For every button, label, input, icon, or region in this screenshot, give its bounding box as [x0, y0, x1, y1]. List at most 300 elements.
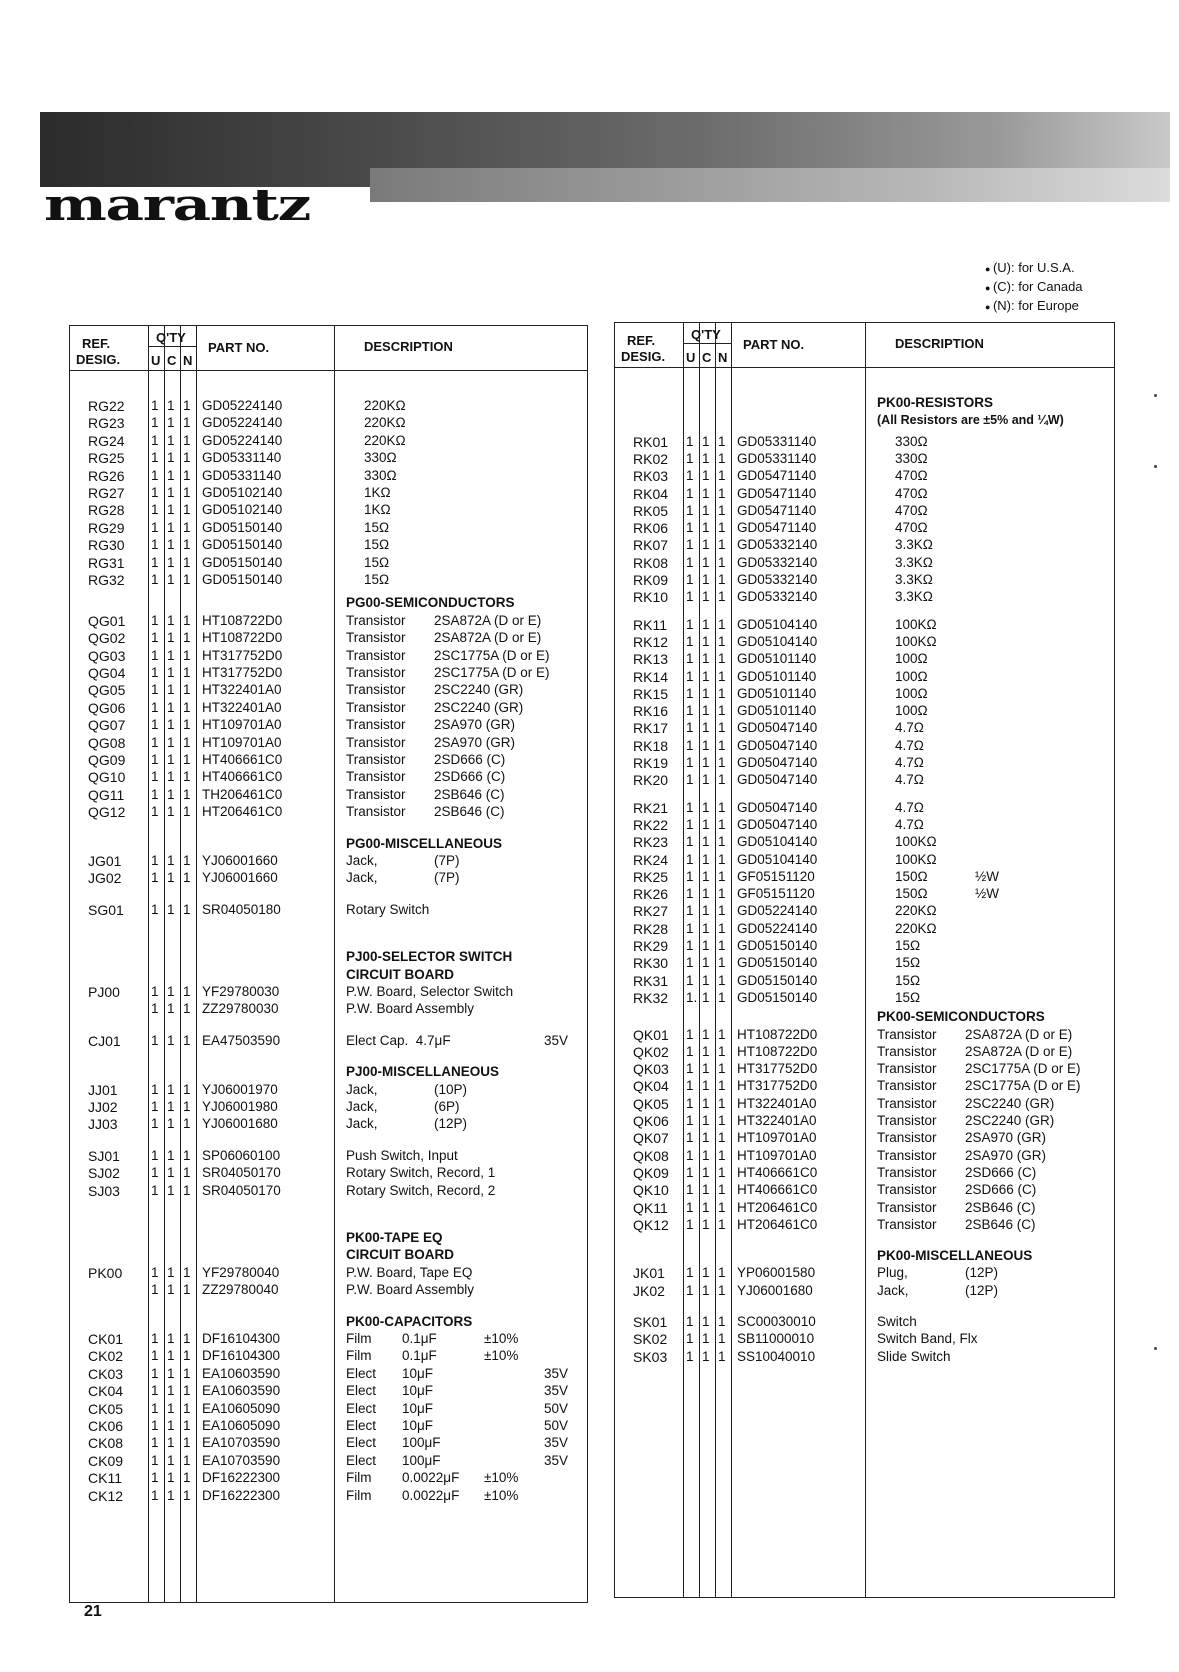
ref-designator: SK01 [633, 1314, 668, 1330]
ref-designator: RG22 [88, 398, 125, 414]
part-number: HT206461C0 [202, 804, 283, 820]
ref-designator: QK05 [633, 1095, 669, 1112]
qty-value: 1 [718, 816, 726, 832]
part-number: HT406661C0 [202, 752, 283, 767]
qty-value: 1 [718, 703, 726, 719]
ref-designator: CK03 [88, 1365, 124, 1382]
qty-value: 1 [686, 772, 694, 788]
qty-value: 1 [151, 870, 159, 886]
part-number: GD05101140 [737, 685, 817, 701]
ref-designator: QG05 [88, 682, 126, 699]
qty-value: 1 [718, 886, 726, 902]
qty-value: 1 [702, 668, 710, 684]
ref-designator: JG01 [88, 853, 122, 869]
qty-value: 1 [183, 1383, 191, 1399]
qty-value: 1 [167, 612, 175, 628]
spec: 2SC1775A (D or E) [965, 1078, 1081, 1094]
voltage: 35V [544, 1452, 569, 1468]
page-number: 21 [84, 1603, 102, 1620]
qty-value: 1 [151, 853, 159, 868]
part-number: HT322401A0 [737, 1095, 817, 1111]
part-number: GD05104140 [737, 633, 818, 649]
qty-value: 1 [167, 450, 175, 466]
ref-designator: RK05 [633, 502, 669, 519]
qty-value: 1 [183, 1331, 191, 1346]
qty-value: 1 [718, 1095, 726, 1111]
ref-designator: RK07 [633, 537, 669, 554]
qty-value: 1 [702, 616, 710, 632]
qty-value: 1 [686, 720, 694, 736]
ref-designator: SJ03 [88, 1182, 120, 1199]
description: 150Ω [895, 886, 928, 902]
ref-designator: RK32 [633, 989, 669, 1006]
description: 15Ω [895, 955, 921, 971]
part-number: SR04050170 [202, 1182, 281, 1198]
qty-value: 1 [183, 1487, 191, 1503]
qty-value: 1 [686, 938, 694, 953]
qty-value: 1 [183, 519, 191, 535]
qty-value: 1 [151, 1435, 159, 1451]
part-number: DF16104300 [202, 1331, 281, 1346]
description: Elect Cap. 4.7μF [346, 1032, 451, 1048]
part-number: EA10603590 [202, 1365, 281, 1381]
qty-value: 1 [718, 468, 726, 484]
description: 100KΩ [895, 616, 937, 632]
qty-value: 1 [151, 1331, 159, 1346]
header-divider [70, 370, 587, 371]
qty-value: 1 [167, 630, 175, 646]
qty-value: 1 [702, 972, 710, 988]
qty-value: 1 [151, 752, 159, 767]
part-number: HT206461C0 [737, 1216, 818, 1232]
description: 4.7Ω [895, 772, 924, 788]
description: 3.3KΩ [895, 554, 933, 570]
qty-value: 1 [702, 703, 710, 719]
header-ref: REF. [627, 333, 656, 348]
column-divider [731, 323, 732, 1597]
ref-designator: RK24 [633, 851, 669, 868]
part-number: HT109701A0 [737, 1147, 817, 1163]
section-heading: PG00-MISCELLANEOUS [346, 835, 503, 851]
qty-value: 1 [183, 1348, 191, 1364]
qty-value: 1 [718, 920, 726, 936]
ref-designator: CK01 [88, 1331, 124, 1347]
qty-value: 1 [151, 1365, 159, 1381]
wattage: ½W [975, 868, 1000, 884]
spec: 2SD666 (C) [965, 1182, 1037, 1198]
value: 100μF [402, 1435, 441, 1451]
spec: (7P) [434, 853, 460, 868]
margin-mark [1154, 465, 1157, 468]
qty-value: 1 [718, 485, 726, 501]
voltage: 35V [544, 1383, 569, 1399]
section-heading: PK00-CAPACITORS [346, 1313, 473, 1329]
description: Elect [346, 1452, 377, 1468]
qty-value: 1 [167, 432, 175, 448]
qty-value: 1 [151, 717, 159, 733]
qty-value: 1 [702, 468, 710, 484]
ref-designator: QG03 [88, 647, 126, 664]
section-heading: CIRCUIT BOARD [346, 966, 454, 982]
qty-divider [148, 346, 196, 347]
qty-value: 1 [702, 834, 710, 850]
ref-designator: RK28 [633, 920, 669, 937]
part-number: HT317752D0 [737, 1061, 818, 1077]
qty-value: 1 [702, 433, 710, 449]
ref-designator: RK08 [633, 554, 669, 571]
ref-designator: CK12 [88, 1487, 124, 1504]
part-number: GD05471140 [737, 485, 817, 501]
spec: (12P) [965, 1282, 999, 1298]
ref-designator: RG32 [88, 572, 125, 588]
qty-value: 1 [702, 1199, 710, 1215]
description: 15Ω [895, 989, 921, 1005]
ref-designator: CK05 [88, 1400, 124, 1417]
part-number: GD05150140 [202, 572, 283, 587]
ref-designator: RK13 [633, 651, 669, 668]
qty-value: 1 [183, 1470, 191, 1486]
header-u: U [151, 353, 161, 368]
ref-designator: PJ00 [88, 984, 120, 1000]
description: 220KΩ [895, 903, 937, 919]
header-divider [615, 367, 1114, 368]
qty-value: 1 [151, 1452, 159, 1468]
ref-designator: QK12 [633, 1216, 669, 1233]
qty-value: 1 [718, 554, 726, 570]
description: 15Ω [364, 572, 390, 587]
qty-value: 1 [167, 682, 175, 698]
qty-value: 1 [183, 1264, 191, 1280]
part-number: GD05150140 [202, 537, 283, 553]
description: 100Ω [895, 703, 928, 719]
qty-value: 1 [151, 572, 159, 587]
qty-value: 1 [167, 1452, 175, 1468]
qty-value: 1 [718, 799, 726, 815]
part-number: HT109701A0 [737, 1130, 817, 1146]
qty-value: 1 [718, 1282, 726, 1298]
qty-value: 1 [702, 772, 710, 788]
qty-value: 1 [167, 1365, 175, 1381]
qty-value: 1 [686, 799, 694, 815]
ref-designator: CK02 [88, 1348, 124, 1365]
ref-designator: QK07 [633, 1130, 669, 1147]
description: Rotary Switch, Record, 1 [346, 1165, 496, 1181]
description: 4.7Ω [895, 737, 924, 753]
qty-value: 1 [183, 769, 191, 785]
qty-value: 1 [151, 804, 159, 820]
qty-value: 1 [718, 903, 726, 919]
description: 330Ω [895, 450, 928, 466]
spec: 2SC1775A (D or E) [965, 1061, 1081, 1077]
qty-value: 1 [686, 1113, 694, 1128]
part-number: YF29780040 [202, 1264, 280, 1280]
qty-value: 1 [151, 1282, 159, 1298]
header-part-no: PART NO. [208, 340, 270, 355]
part-number: HT206461C0 [737, 1199, 818, 1215]
column-divider [865, 323, 866, 1597]
qty-value: 1 [151, 682, 159, 698]
part-number: DF16222300 [202, 1487, 281, 1503]
qty-value: 1 [702, 1314, 710, 1329]
column-divider [164, 326, 165, 1602]
qty-value: 1 [183, 1365, 191, 1381]
part-number: GD05150140 [202, 554, 283, 570]
ref-designator: RG27 [88, 485, 125, 501]
qty-value: 1 [718, 1199, 726, 1215]
description: 100KΩ [895, 834, 937, 850]
spec: 2SB646 (C) [965, 1216, 1036, 1232]
ref-designator: QG11 [88, 786, 125, 803]
part-number: YJ06001660 [202, 853, 278, 868]
description: Transistor [346, 665, 406, 680]
qty-value: 1 [183, 804, 191, 820]
part-number: HT108722D0 [202, 630, 283, 646]
qty-value: 1 [167, 734, 175, 750]
description: Transistor [346, 786, 406, 802]
part-number: GD05101140 [737, 703, 817, 719]
header-qty: Q'TY [156, 330, 186, 345]
value: 0.1μF [402, 1348, 437, 1364]
qty-value: 1 [686, 485, 694, 501]
section-heading: PK00-RESISTORS [877, 395, 994, 410]
qty-value: 1 [151, 665, 159, 680]
qty-value: 1 [167, 1282, 175, 1298]
spec: 2SC2240 (GR) [434, 682, 524, 698]
spec: (6P) [434, 1099, 460, 1114]
qty-value: 1 [183, 1165, 191, 1181]
qty-value: 1 [718, 1216, 726, 1232]
value: 10μF [402, 1418, 434, 1433]
qty-value: 1 [718, 1265, 726, 1281]
ref-designator: RK17 [633, 720, 669, 737]
header-ref: REF. [82, 336, 111, 351]
qty-value: 1 [183, 1081, 191, 1097]
ref-designator: RK14 [633, 668, 669, 685]
qty-value: 1 [702, 886, 710, 902]
ref-designator: RK19 [633, 755, 669, 771]
qty-value: 1 [686, 834, 694, 850]
wattage: ½W [975, 886, 1000, 902]
qty-value: 1 [718, 616, 726, 632]
part-number: YF29780030 [202, 984, 280, 999]
voltage: 50V [544, 1400, 569, 1416]
qty-value: 1 [718, 1164, 726, 1180]
ref-designator: QG02 [88, 630, 126, 647]
qty-value: 1 [151, 984, 159, 999]
spec: (10P) [434, 1081, 468, 1097]
header-description: DESCRIPTION [364, 339, 453, 354]
spec: 2SD666 (C) [434, 769, 506, 785]
spec: 2SB646 (C) [965, 1199, 1036, 1215]
ref-designator: SJ02 [88, 1165, 120, 1182]
ref-designator: RK21 [633, 799, 669, 816]
part-number: YJ06001680 [202, 1116, 278, 1132]
qty-value: 1 [151, 415, 159, 431]
part-number: HT109701A0 [202, 717, 282, 733]
qty-value: 1 [702, 1061, 710, 1077]
ref-designator: RK11 [633, 616, 667, 633]
qty-value: 1 [183, 734, 191, 750]
qty-value: 1 [702, 920, 710, 936]
part-number: SP06060100 [202, 1147, 281, 1163]
qty-value: 1 [151, 769, 159, 785]
qty-value: 1 [167, 1435, 175, 1451]
qty-value: 1 [718, 502, 726, 518]
section-heading: PK00-SEMICONDUCTORS [877, 1009, 1045, 1025]
ref-designator: RK25 [633, 868, 669, 885]
qty-value: 1 [718, 1182, 726, 1198]
ref-designator: CK06 [88, 1418, 124, 1434]
qty-value: 1 [151, 1099, 159, 1114]
qty-value: 1 [183, 1099, 191, 1114]
qty-value: 1 [702, 1078, 710, 1094]
part-number: GD05101140 [737, 651, 817, 667]
qty-value: 1 [686, 851, 694, 867]
qty-value: 1 [718, 1348, 726, 1364]
qty-value: 1 [183, 853, 191, 868]
description: Transistor [877, 1113, 937, 1128]
qty-value: 1 [686, 1026, 694, 1042]
qty-value: 1 [718, 851, 726, 867]
qty-value: 1 [151, 1116, 159, 1132]
qty-value: 1 [167, 1400, 175, 1416]
qty-value: 1 [686, 1078, 694, 1094]
part-number: HT406661C0 [202, 769, 283, 785]
part-number: GD05471140 [737, 502, 817, 518]
qty-value: 1 [718, 685, 726, 701]
part-number: HT317752D0 [202, 647, 283, 663]
ref-designator: RG28 [88, 502, 125, 519]
part-number: DF16222300 [202, 1470, 281, 1486]
ref-designator: QK01 [633, 1026, 669, 1043]
ref-designator: RG29 [88, 519, 125, 536]
header-part-no: PART NO. [743, 337, 805, 352]
ref-designator: CK09 [88, 1452, 124, 1469]
description: Jack, [346, 1081, 378, 1097]
qty-value: 1 [183, 1182, 191, 1198]
part-number: GD05331140 [737, 450, 817, 466]
qty-value: 1 [167, 1331, 175, 1346]
ref-designator: RK04 [633, 485, 669, 502]
part-number: DF16104300 [202, 1348, 281, 1364]
qty-value: 1 [686, 450, 694, 466]
qty-value: 1 [718, 834, 726, 850]
spec: 2SC2240 (GR) [434, 699, 524, 715]
qty-value: 1 [686, 572, 694, 587]
ref-designator: CK08 [88, 1435, 124, 1452]
qty-value: 1 [167, 647, 175, 663]
ref-designator: RG25 [88, 450, 125, 467]
qty-value: 1 [167, 485, 175, 500]
part-number: SR04050170 [202, 1165, 281, 1181]
voltage: 50V [544, 1418, 569, 1433]
qty-value: 1 [151, 630, 159, 646]
ref-designator: JG02 [88, 870, 122, 887]
description: 470Ω [895, 520, 928, 536]
part-number: ZZ29780030 [202, 1001, 279, 1017]
description: 1KΩ [364, 485, 391, 500]
description: Plug, [877, 1265, 908, 1281]
qty-value: 1 [686, 1282, 694, 1298]
ref-designator: PK00 [88, 1264, 123, 1281]
description: Elect [346, 1400, 377, 1416]
qty-value: 1 [686, 1061, 694, 1077]
spec: 2SC1775A (D or E) [434, 665, 550, 680]
qty-value: 1 [702, 450, 710, 466]
part-number: GD05331140 [202, 450, 282, 466]
part-number: GD05101140 [737, 668, 817, 684]
ref-designator: QG07 [88, 717, 126, 734]
qty-value: 1 [686, 537, 694, 553]
spec: 2SC2240 (GR) [965, 1095, 1055, 1111]
qty-value: 1 [702, 685, 710, 701]
part-number: GD05150140 [737, 972, 818, 988]
part-number: GD05224140 [737, 920, 818, 936]
spec: 2SB646 (C) [434, 804, 505, 820]
description: Film [346, 1487, 372, 1503]
qty-value: 1 [183, 786, 191, 802]
qty-value: 1 [151, 734, 159, 750]
value: 10μF [402, 1400, 434, 1416]
qty-value: 1 [702, 589, 710, 605]
part-number: YJ06001680 [737, 1282, 813, 1298]
legend-usa: ● (U): for U.S.A. [985, 259, 1083, 278]
qty-value: 1 [702, 1095, 710, 1111]
description: 15Ω [364, 519, 390, 535]
description: Jack, [346, 1116, 378, 1132]
description: Transistor [877, 1199, 937, 1215]
column-divider [180, 326, 181, 1602]
qty-value: 1 [183, 647, 191, 663]
part-number: GF05151120 [737, 886, 815, 902]
description: Switch Band, Flx [877, 1331, 978, 1347]
part-number: GD05150140 [737, 955, 818, 971]
qty-value: 1 [702, 485, 710, 501]
qty-value: 1 [702, 1043, 710, 1059]
part-number: YJ06001660 [202, 870, 278, 886]
qty-value: 1 [151, 1487, 159, 1503]
ref-designator: RK31 [633, 972, 669, 989]
qty-value: 1 [183, 984, 191, 999]
part-number: GD05150140 [737, 938, 818, 953]
ref-designator: QG10 [88, 769, 126, 786]
qty-value: 1 [167, 804, 175, 820]
qty-value: 1 [151, 485, 159, 500]
qty-value: 1 [167, 1487, 175, 1503]
qty-value: 1 [151, 1081, 159, 1097]
ref-designator: QG12 [88, 804, 126, 821]
qty-value: 1 [718, 633, 726, 649]
spec: 2SA872A (D or E) [965, 1043, 1073, 1059]
header-description: DESCRIPTION [895, 336, 984, 351]
tolerance: ±10% [484, 1331, 519, 1346]
qty-value: 1 [686, 816, 694, 832]
qty-value: 1 [702, 572, 710, 587]
part-number: GD05047140 [737, 799, 818, 815]
description: Transistor [346, 734, 406, 750]
margin-mark [1154, 394, 1157, 397]
part-number: HT322401A0 [202, 699, 282, 715]
qty-value: 1 [702, 1182, 710, 1198]
ref-designator: JJ02 [88, 1099, 118, 1115]
qty-value: 1 [686, 1216, 694, 1232]
ref-designator: QK08 [633, 1147, 669, 1164]
qty-value: 1 [702, 799, 710, 815]
qty-value: 1 [686, 433, 694, 449]
qty-value: 1 [686, 589, 694, 605]
qty-value: 1 [151, 1383, 159, 1399]
qty-value: 1 [151, 1400, 159, 1416]
